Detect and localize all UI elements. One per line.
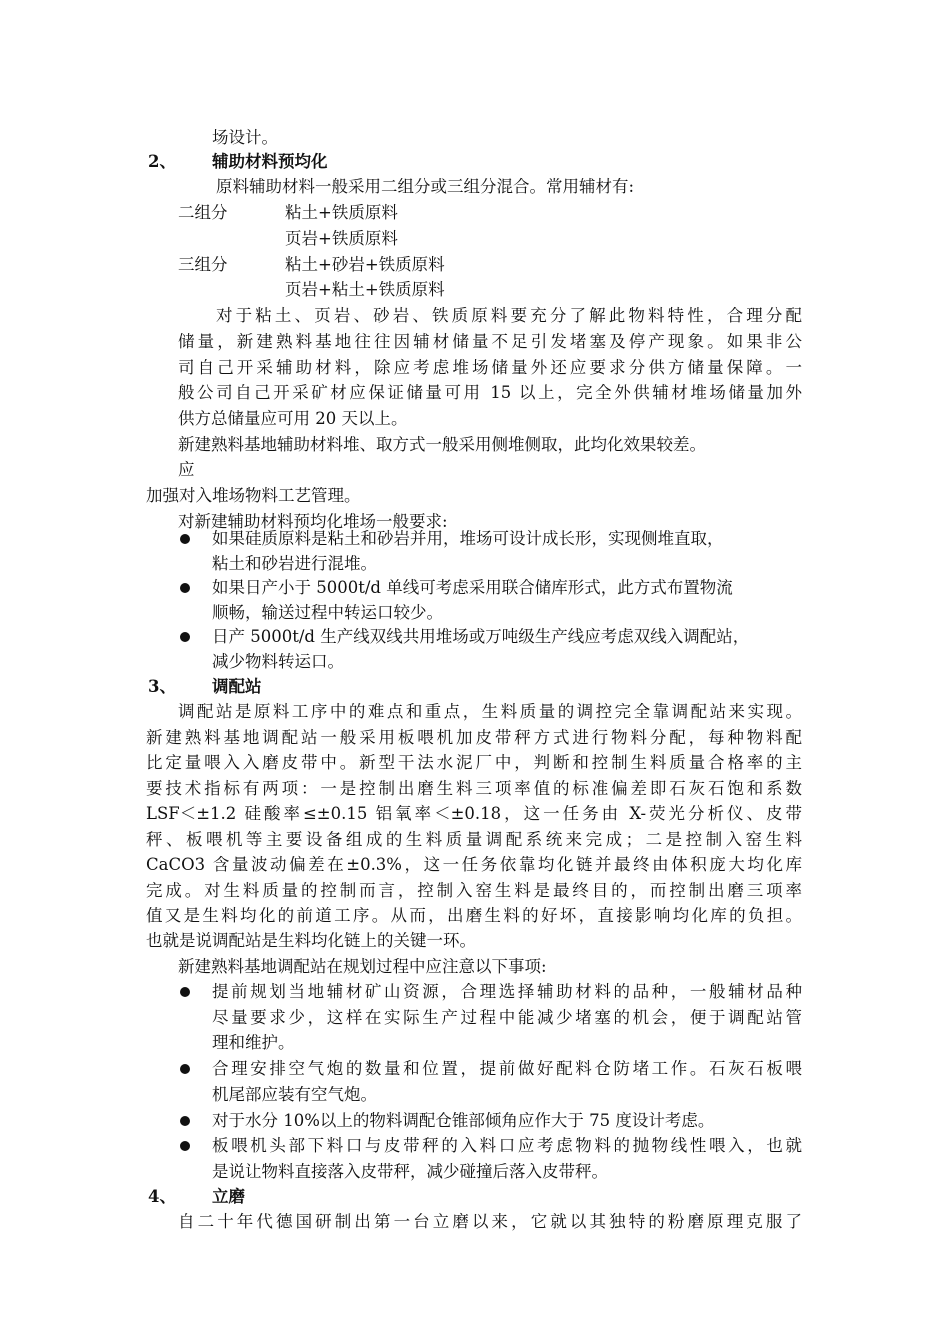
- text-line: 页岩+铁质原料: [285, 229, 398, 248]
- text-line: 调配站是原料工序中的难点和重点，生料质量的调控完全靠调配站来实现。: [178, 702, 802, 721]
- text-line: 自二十年代德国研制出第一台立磨以来，它就以其独特的粉磨原理克服了: [178, 1212, 802, 1231]
- bullet-icon: [180, 583, 190, 593]
- text-line: 储量，新建熟料基地往往因辅材储量不足引发堵塞及停产现象。如果非公: [178, 332, 802, 351]
- section-heading: 立磨: [212, 1187, 245, 1206]
- text-line: 场设计。: [212, 128, 278, 147]
- text-line: CaCO3 含量波动偏差在±0.3%，这一任务依靠均化链并最终由体积庞大均化库: [146, 855, 802, 874]
- section-number: 2、: [148, 152, 176, 171]
- list-item: 尽量要求少，这样在实际生产过程中能减少堵塞的机会，便于调配站管: [212, 1008, 802, 1027]
- list-item: 粘土和砂岩进行混堆。: [212, 554, 377, 573]
- bullet-icon: [180, 1141, 190, 1151]
- label: 三组分: [178, 255, 228, 274]
- text-line: 应: [178, 460, 195, 479]
- text-line: 值又是生料均化的前道工序。从而，出磨生料的好坏，直接影响均化库的负担。: [146, 906, 802, 925]
- text-line: 新建熟料基地辅助材料堆、取方式一般采用侧堆侧取，此均化效果较差。: [178, 435, 706, 454]
- list-item: 顺畅，输送过程中转运口较少。: [212, 603, 443, 622]
- label: 二组分: [178, 203, 228, 222]
- text-line: 新建熟料基地调配站在规划过程中应注意以下事项:: [178, 957, 547, 976]
- bullet-icon: [180, 632, 190, 642]
- text-line: 粘土+铁质原料: [285, 203, 398, 222]
- list-item: 机尾部应装有空气炮。: [212, 1085, 377, 1104]
- bullet-icon: [180, 1064, 190, 1074]
- list-item: 合理安排空气炮的数量和位置，提前做好配料仓防堵工作。石灰石板喂: [212, 1059, 802, 1078]
- text-line: 般公司自己开采矿材应保证储量可用 15 以上，完全外供辅材堆场储量加外: [178, 383, 802, 402]
- text-line: 比定量喂入入磨皮带中。新型干法水泥厂中，判断和控制生料质量合格率的主: [146, 753, 802, 772]
- text-line: 原料辅助材料一般采用二组分或三组分混合。常用辅材有:: [216, 177, 635, 196]
- text-line: 要技术指标有两项：一是控制出磨生料三项率值的标准偏差即石灰石饱和系数: [146, 779, 802, 798]
- text-line: 供方总储量应可用 20 天以上。: [178, 409, 408, 428]
- bullet-icon: [180, 534, 190, 544]
- bullet-icon: [180, 1116, 190, 1126]
- text-line: 司自己开采辅助材料，除应考虑堆场储量外还应要求分供方储量保障。一: [178, 358, 802, 377]
- text-line: 粘土+砂岩+铁质原料: [285, 255, 445, 274]
- list-item: 如果硅质原料是粘土和砂岩并用，堆场可设计成长形，实现侧堆直取，: [212, 529, 724, 548]
- text-line: LSF＜±1.2 硅酸率≤±0.15 铝氧率＜±0.18，这一任务由 X-荧光分析仪、皮带: [146, 804, 802, 823]
- list-item: 日产 5000t/d 生产线双线共用堆场或万吨级生产线应考虑双线入调配站，: [212, 627, 750, 646]
- text-line: 加强对入堆场物料工艺管理。: [146, 486, 361, 505]
- list-item: 理和维护。: [212, 1033, 295, 1052]
- text-line: 对新建辅助材料预均化堆场一般要求:: [178, 512, 448, 531]
- text-line: 新建熟料基地调配站一般采用板喂机加皮带秤方式进行物料分配，每种物料配: [146, 728, 802, 747]
- list-item: 提前规划当地辅材矿山资源，合理选择辅助材料的品种，一般辅材品种: [212, 982, 802, 1001]
- list-item: 对于水分 10%以上的物料调配仓锥部倾角应作大于 75 度设计考虑。: [212, 1111, 715, 1130]
- list-item: 板喂机头部下料口与皮带秤的入料口应考虑物料的抛物线性喂入，也就: [212, 1136, 802, 1155]
- text-line: 页岩+粘土+铁质原料: [285, 280, 445, 299]
- text-line: 也就是说调配站是生料均化链上的关键一环。: [146, 931, 476, 950]
- text-line: 秤、板喂机等主要设备组成的生料质量调配系统来完成；二是控制入窑生料: [146, 830, 802, 849]
- list-item: 如果日产小于 5000t/d 单线可考虑采用联合储库形式，此方式布置物流: [212, 578, 733, 597]
- section-number: 3、: [148, 677, 176, 696]
- text-line: 完成。对生料质量的控制而言，控制入窑生料是最终目的，而控制出磨三项率: [146, 881, 802, 900]
- list-item: 是说让物料直接落入皮带秤，减少碰撞后落入皮带秤。: [212, 1162, 608, 1181]
- bullet-icon: [180, 987, 190, 997]
- section-heading: 辅助材料预均化: [212, 152, 328, 171]
- list-item: 减少物料转运口。: [212, 652, 344, 671]
- section-heading: 调配站: [212, 677, 262, 696]
- section-number: 4、: [148, 1187, 176, 1206]
- text-line: 对于粘土、页岩、砂岩、铁质原料要充分了解此物料特性，合理分配: [216, 306, 802, 325]
